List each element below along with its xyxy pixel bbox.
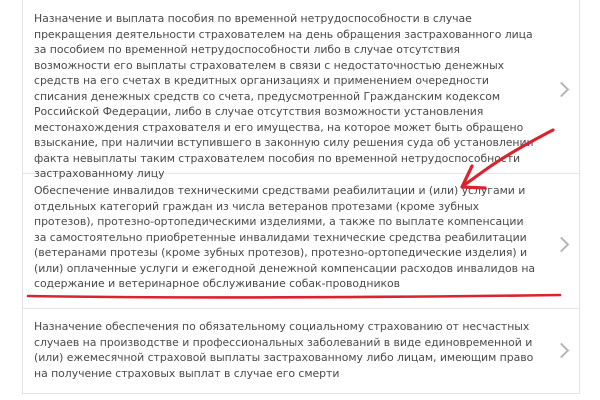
list-item-text: Обеспечение инвалидов техническими средствами реабилитации и (или) услугами и отдельных категорий граждан из числа ветеранов протезами (кроме зубных протезов), протезно-ортопедическими изделиями, а также по выплате компенсации за самостоятельно приобретенные инвалидами технические средства реабилитации (ветеранами протезы (кроме зубных протезов), протезно-ортопедические изделия) и (или) оплаченные услуги и ежегодной денежной компенсации расходов инвалидов на содержание и ветеринарное обслуживание собак-проводников xyxy=(34,184,536,290)
chevron-right-icon[interactable] xyxy=(554,82,570,98)
list-item-text: Назначение и выплата пособия по временной нетрудоспособности в случае прекращения деятельности страхователем на день обращения застрахованного лица за пособием по временной нетрудоспособности либо в случае отсутствия возможности его выплаты страхователем в связи с недостаточностью денежных средств на его счетах в кредитных организациях и применением очередности списания денежных средств со счета, предусмотренной Гражданским кодексом Российской Федерации, либо в случае отсутствия возможности установления местонахождения страхователя и его имущества, на которое может быть обращено взыскание, при наличии вступившего в законную силу решения суда об установлении факта невыплаты таким страхователем пособия по временной нетрудоспособности застрахованному лицу xyxy=(34,12,534,180)
list-item[interactable] xyxy=(23,0,579,180)
list-item[interactable] xyxy=(23,309,579,394)
list-item[interactable] xyxy=(23,174,579,309)
chevron-right-icon[interactable] xyxy=(554,237,570,253)
chevron-right-icon[interactable] xyxy=(554,343,570,359)
list-item-text: Назначение обеспечения по обязательному социальному страхованию от несчастных случаев на производстве и профессиональных заболеваний в виде единовременной и (или) ежемесячной страховой выплаты застрахованному либо лицам, имеющим право на получение страховых выплат в случае его смерти xyxy=(34,320,534,380)
services-list xyxy=(22,0,580,394)
